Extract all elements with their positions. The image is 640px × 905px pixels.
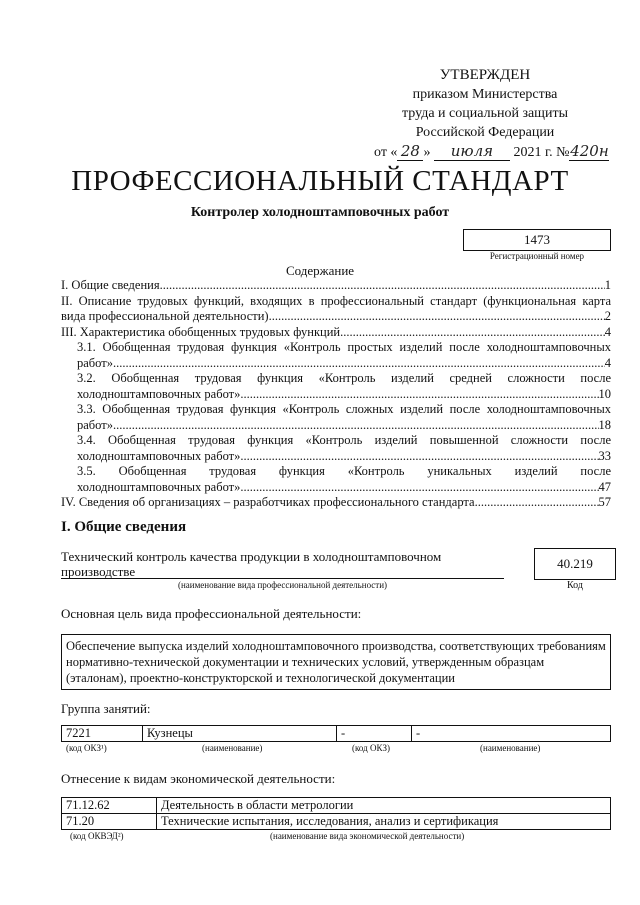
toc-entry-text: IV. Сведения об организациях – разработчиках профессионального стандарта [61, 495, 475, 509]
toc-page: 57 [598, 495, 611, 509]
toc-entry[interactable] [61, 278, 611, 294]
date-prefix: от « [374, 145, 398, 160]
toc-entry-text: холодноштамповочных работ» [77, 386, 241, 401]
toc-page: 33 [598, 448, 611, 463]
activity-code-caption: Код [567, 580, 583, 591]
okz-name: Кузнецы [143, 726, 337, 742]
okved-code: 71.12.62 [62, 798, 157, 814]
economic-activities-table [61, 797, 611, 830]
approval-block [370, 66, 600, 142]
toc-entry[interactable] [61, 433, 611, 464]
toc-entry-text: работ» [77, 417, 113, 432]
toc-entry-text: 3.4. Обобщенная трудовая функция «Контроль изделий повышенной сложности после [77, 433, 611, 447]
toc-page: 10 [598, 386, 611, 401]
activity-kind: Технический контроль качества продукции в холодноштамповочном производстве [61, 549, 442, 579]
document-title: ПРОФЕССИОНАЛЬНЫЙ СТАНДАРТ [71, 165, 569, 197]
table-row [62, 726, 611, 742]
order-number: 420н [570, 142, 609, 160]
activities-label: Отнесение к видам экономической деятельности: [61, 771, 336, 786]
okz-code: - [337, 726, 412, 742]
okved-code: 71.20 [62, 814, 157, 830]
order-day: 28 [397, 142, 423, 161]
registration-number: 1473 [463, 229, 611, 251]
order-date-line [374, 142, 609, 161]
toc-page: 2 [604, 309, 611, 323]
occupation-group-table [61, 725, 611, 742]
section-title: I. Общие сведения [61, 519, 187, 535]
toc-page: 1 [604, 278, 611, 292]
group-caption: (наименование) [202, 743, 263, 753]
goal-label: Основная цель вида профессиональной деятельности: [61, 606, 362, 621]
toc-entry-text: I. Общие сведения [61, 278, 160, 292]
toc-entry-text: 3.3. Обобщенная трудовая функция «Контроль сложных изделий после холодноштамповочных [77, 402, 611, 416]
approval-line: Российской Федерации [415, 125, 555, 140]
toc-page: 47 [598, 479, 611, 494]
goal-text: Обеспечение выпуска изделий холодноштамповочного производства, соответствующих требованиям нормативно-технической документации и технических условий, утвержденным образцам (эталонам), проектно-конструкторской и технологической документации [61, 634, 611, 690]
toc-entry-text: вида профессиональной деятельности) [61, 309, 269, 323]
activities-caption: (наименование вида экономической деятельности) [270, 831, 465, 841]
group-caption: (код ОКЗ) [352, 743, 390, 753]
toc-entry-text: холодноштамповочных работ» [77, 448, 241, 463]
toc-entry-text: работ» [77, 355, 113, 370]
activity-code: 40.219 [534, 548, 616, 580]
okved-name: Технические испытания, исследования, анализ и сертификация [157, 814, 611, 830]
toc-entry-text: III. Характеристика обобщенных трудовых функций [61, 324, 341, 339]
document-subtitle: Контролер холодноштамповочных работ [190, 205, 450, 220]
toc-entry[interactable] [61, 371, 611, 402]
toc-heading: Содержание [285, 263, 355, 278]
toc-entry-text: 3.2. Обобщенная трудовая функция «Контроль изделий средней сложности после [77, 371, 611, 385]
toc-entry[interactable] [61, 402, 611, 433]
toc-entry-text: 3.5. Обобщенная трудовая функция «Контроль уникальных изделий после [77, 464, 611, 478]
activity-kind-caption: (наименование вида профессиональной деятельности) [177, 580, 388, 590]
order-month: июля [434, 142, 510, 161]
approval-line: труда и социальной защиты [402, 106, 568, 121]
table-row [62, 798, 611, 814]
okved-name: Деятельность в области метрологии [157, 798, 611, 814]
group-caption: (наименование) [480, 743, 541, 753]
toc-entry-text: 3.1. Обобщенная трудовая функция «Контроль простых изделий после холодноштамповочных [77, 340, 611, 354]
toc-page: 4 [604, 355, 611, 370]
table-row [62, 814, 611, 830]
table-of-contents [61, 278, 611, 511]
toc-entry[interactable] [61, 495, 611, 511]
approval-line: приказом Министерства [412, 87, 558, 102]
toc-entry-text: II. Описание трудовых функций, входящих в профессиональный стандарт (функциональная карта [61, 293, 611, 308]
okz-name: - [412, 726, 611, 742]
group-caption: (код ОКЗ¹) [66, 743, 107, 753]
order-year: 2021 г. № [513, 145, 570, 160]
toc-page: 18 [598, 417, 611, 432]
okz-code: 7221 [62, 726, 143, 742]
toc-entry[interactable] [61, 464, 611, 495]
activities-caption: (код ОКВЭД²) [70, 831, 124, 841]
toc-entry-text: холодноштамповочных работ» [77, 479, 241, 494]
date-mid: » [423, 145, 431, 160]
approval-line: УТВЕРЖДЕН [439, 67, 531, 83]
toc-entry[interactable] [61, 340, 611, 371]
toc-entry[interactable] [61, 325, 611, 341]
toc-page: 4 [604, 324, 611, 339]
divider [61, 578, 504, 579]
registration-label: Регистрационный номер [489, 251, 585, 261]
toc-entry[interactable] [61, 294, 611, 325]
group-label: Группа занятий: [61, 701, 151, 716]
